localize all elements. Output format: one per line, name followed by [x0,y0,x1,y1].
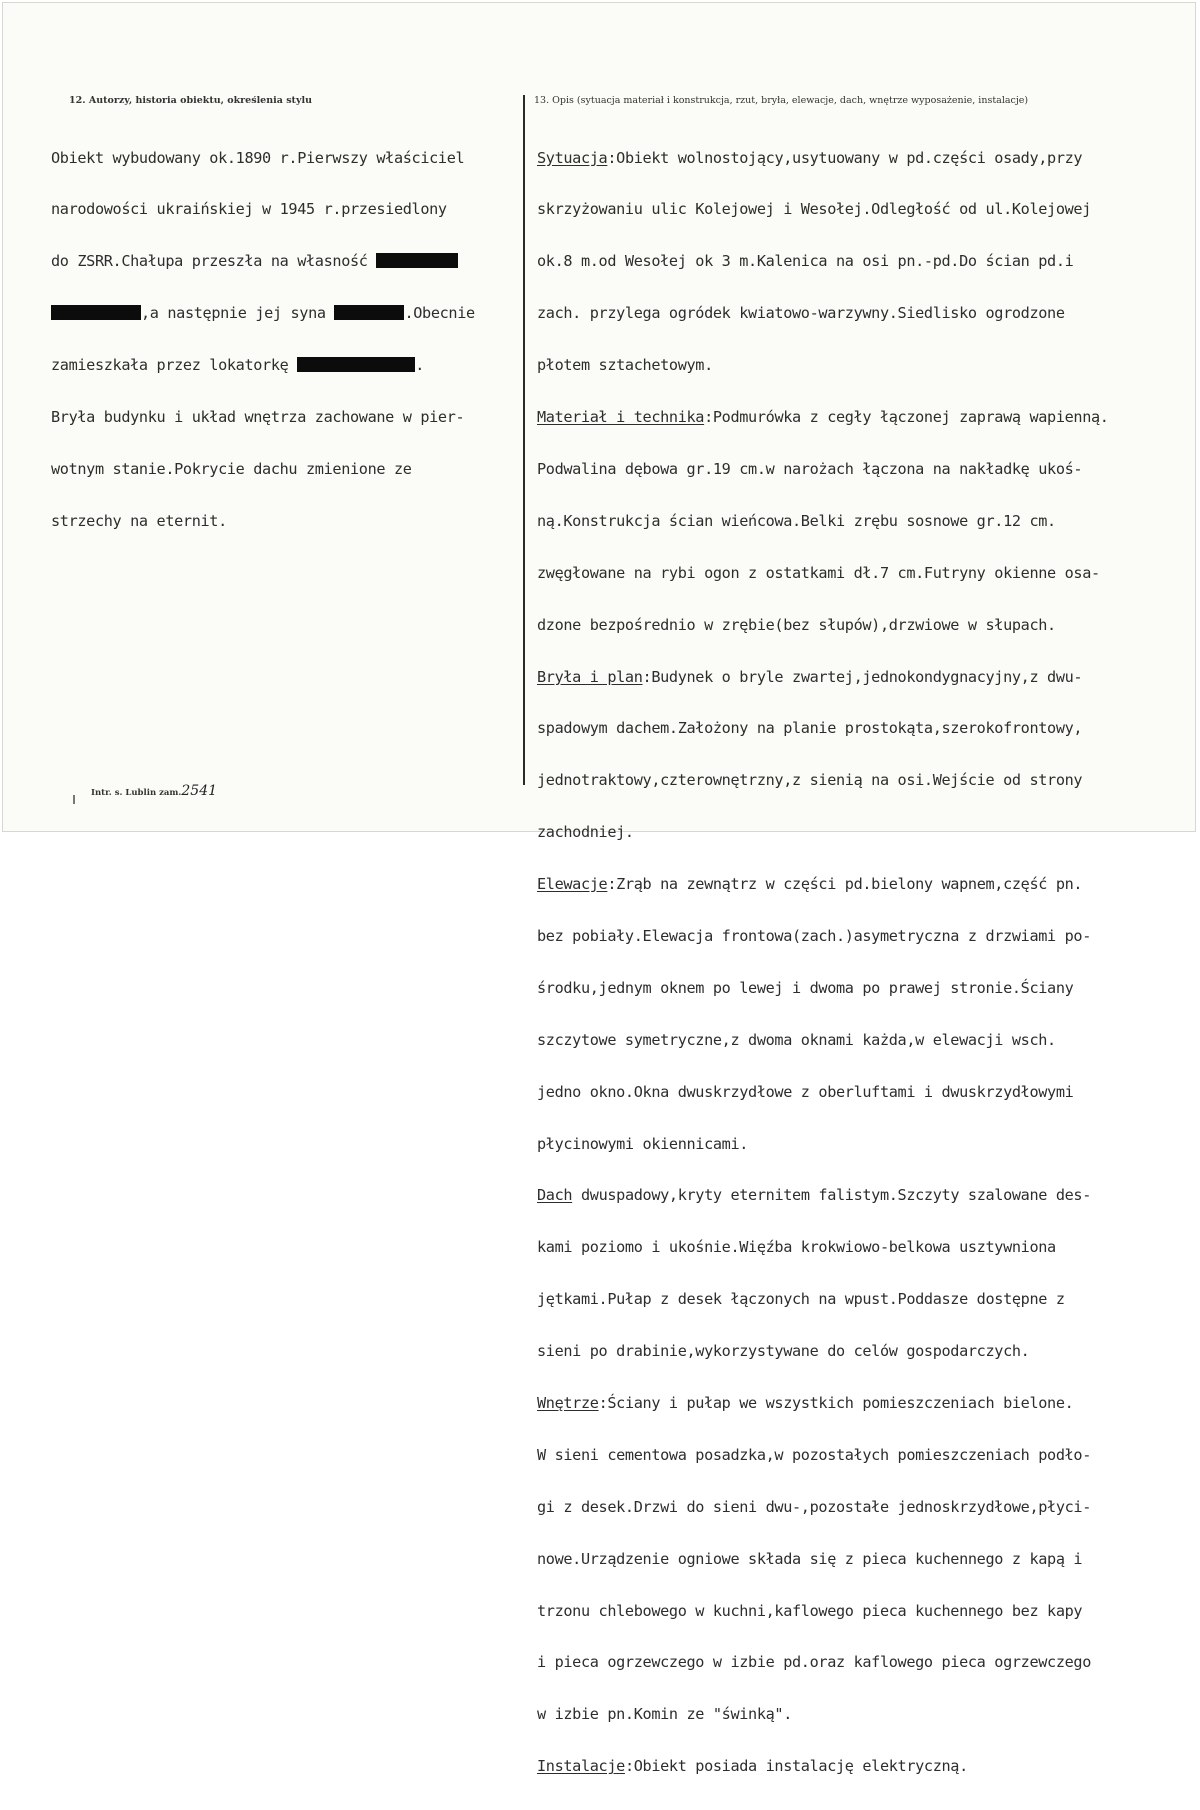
handwritten-number: 2541 [181,783,218,799]
text-line: ,a następnie jej syna .Obecnie [51,305,521,322]
sytuacja-label: Sytuacja [537,148,608,167]
text-line: do ZSRR.Chałupa przeszła na własność [51,253,521,270]
text-line: jętkami.Pułap z desek łączonych na wpust.Poddasze dostępne z [537,1290,1065,1309]
text-line: Podwalina dębowa gr.19 cm.w narożach łączona na nakładkę ukoś- [537,459,1083,478]
redaction-bar [297,357,415,372]
printer-note: Intr. s. Lublin zam. [91,788,182,798]
text-line: płotem sztachetowym. [537,356,713,375]
history-text [51,115,521,565]
text-line: bez pobiały.Elewacja frontowa(zach.)asymetryczna z drzwiami po- [537,926,1092,945]
material-label: Materiał i technika [537,408,705,427]
text-line: strzechy na eternit. [51,511,227,530]
section-12-heading: 12. Autorzy, historia obiektu, określenia stylu [69,95,312,106]
text-line: skrzyżowaniu ulic Kolejowej i Wesołej.Odległość od ul.Kolejowej [537,200,1092,219]
text-line: Instalacje:Obiekt posiada instalację elektryczną. [537,1757,968,1776]
text-line: nowe.Urządzenie ogniowe składa się z pieca kuchennego z kapą i [537,1549,1083,1568]
text-line: Obiekt wybudowany ok.1890 r.Pierwszy właściciel [51,148,465,167]
text-line: kami poziomo i ukośnie.Więźba krokwiowo-belkowa usztywniona [537,1238,1056,1257]
text-line: spadowym dachem.Założony na planie prostokąta,szerokofrontowy, [537,719,1083,738]
text-line: narodowości ukraińskiej w 1945 r.przesiedlony [51,200,447,219]
redaction-bar [51,305,141,320]
description-text [537,115,1197,1810]
text-line: i pieca ogrzewczego w izbie pd.oraz kaflowego pieca ogrzewczego [537,1653,1092,1672]
text-line: zamieszkała przez lokatorkę . [51,356,425,375]
text-line: Elewacje:Zrąb na zewnątrz w części pd.bielony wapnem,część pn. [537,875,1083,894]
text-line: W sieni cementowa posadzka,w pozostałych pomieszczeniach podło- [537,1445,1092,1464]
bryla-label: Bryła i plan [537,667,643,686]
redaction-bar [334,305,404,320]
text-line: gi z desek.Drzwi do sieni dwu-,pozostałe jednoskrzydłowe,płyci- [537,1497,1092,1516]
text-line: Materiał i technika:Podmurówka z cegły łączonej zaprawą wapienną. [537,408,1109,427]
text-line: sieni po drabinie,wykorzystywane do celów gospodarczych. [537,1342,1030,1361]
text-line: zachodniej. [537,823,634,842]
text-line: płycinowymi okiennicami. [537,1134,749,1153]
text-line: Sytuacja:Obiekt wolnostojący,usytuowany w pd.części osady,przy [537,148,1083,167]
text-line: wotnym stanie.Pokrycie dachu zmienione ze [51,459,412,478]
text-line: ną.Konstrukcja ścian wieńcowa.Belki zrębu sosnowe gr.12 cm. [537,511,1056,530]
text-line: zwęgłowane na rybi ogon z ostatkami dł.7 cm.Futryny okienne osa- [537,563,1100,582]
text-line: dzone bezpośrednio w zrębie(bez słupów),drzwiowe w słupach. [537,615,1056,634]
text-line: jednotraktowy,czterownętrzny,z sienią na osi.Wejście od strony [537,771,1083,790]
document-page [2,2,1196,1776]
text-line: środku,jednym oknem po lewej i dwoma po prawej stronie.Ściany [537,978,1074,997]
text-line: trzonu chlebowego w kuchni,kaflowego pieca kuchennego bez kapy [537,1601,1083,1620]
dach-label: Dach [537,1186,573,1205]
print-footer [91,783,217,799]
text-line: zach. przylega ogródek kwiatowo-warzywny.Siedlisko ogrodzone [537,304,1065,323]
instalacje-label: Instalacje [537,1757,625,1776]
page-mark [73,795,75,804]
text-line: jedno okno.Okna dwuskrzydłowe z oberluftami i dwuskrzydłowymi [537,1082,1074,1101]
section-13-heading: 13. Opis (sytuacja materiał i konstrukcja, rzut, bryła, elewacje, dach, wnętrze wyposażenie, instalacje) [534,95,1029,106]
elewacje-label: Elewacje [537,875,608,894]
column-divider [523,95,525,785]
text-line: szczytowe symetryczne,z dwoma oknami każda,w elewacji wsch. [537,1030,1056,1049]
wnetrze-label: Wnętrze [537,1393,599,1412]
text-line: Bryła i plan:Budynek o bryle zwartej,jednokondygnacyjny,z dwu- [537,667,1083,686]
redaction-bar [376,253,458,268]
text-line: Bryła budynku i układ wnętrza zachowane w pier- [51,408,465,427]
text-line: ok.8 m.od Wesołej ok 3 m.Kalenica na osi pn.-pd.Do ścian pd.i [537,252,1074,271]
text-line: w izbie pn.Komin ze "świnką". [537,1705,793,1724]
text-line: Dach dwuspadowy,kryty eternitem falistym.Szczyty szalowane des- [537,1186,1092,1205]
text-line: Wnętrze:Ściany i pułap we wszystkich pomieszczeniach bielone. [537,1393,1074,1412]
